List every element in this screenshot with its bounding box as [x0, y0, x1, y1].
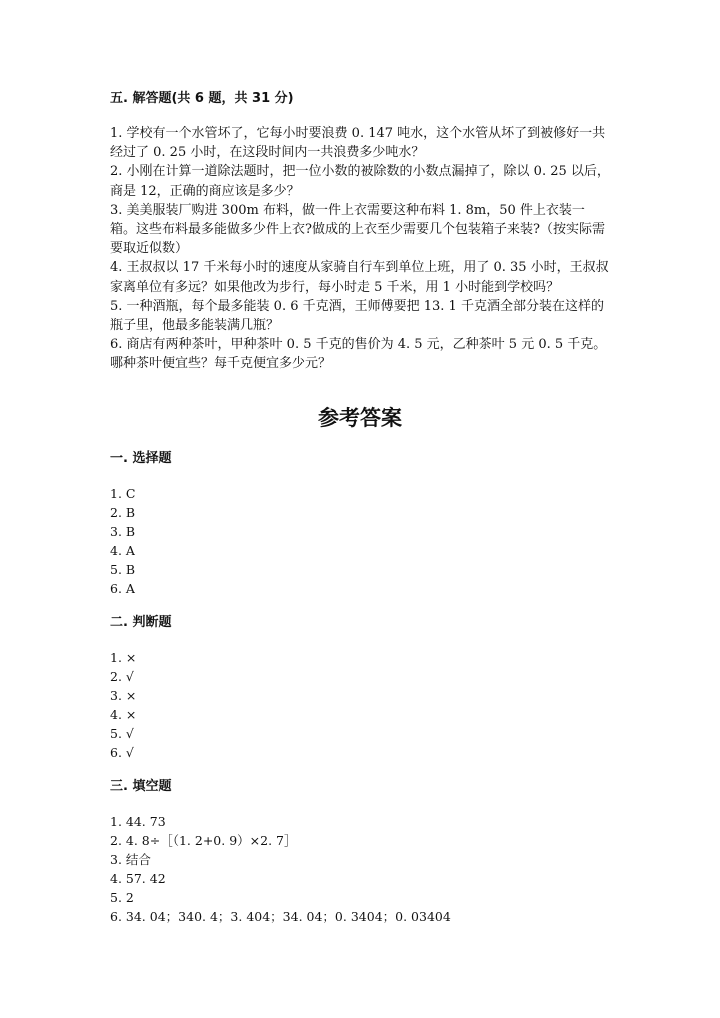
answer-section-judge-title: 二. 判断题: [110, 615, 172, 630]
problem-2: 2. 小刚在计算一道除法题时，把一位小数的被除数的小数点漏掉了，除以 0. 25 以后，商是 12，正确的商应该是多少？: [110, 164, 610, 199]
answer-item: 1. 44. 73: [110, 814, 166, 829]
answer-item: 3. ×: [110, 688, 137, 703]
answer-item: 2. √: [110, 669, 134, 684]
problem-list: [110, 124, 610, 374]
answer-item: 4. ×: [110, 707, 137, 722]
answer-item: 6. A: [110, 581, 135, 596]
answer-item: 3. 结合: [110, 852, 151, 867]
problem-5: 5. 一种酒瓶，每个最多能装 0. 6 千克酒，王师傅要把 13. 1 千克酒全部分装在这样的瓶子里，他最多能装满几瓶？: [110, 298, 604, 334]
answer-list-fill: [110, 812, 451, 926]
answer-item: 4. A: [110, 543, 135, 558]
answer-item: 2. B: [110, 505, 136, 520]
answer-section-fill-title: 三. 填空题: [110, 779, 172, 794]
answer-item: 5. 2: [110, 890, 134, 905]
answer-item: 1. ×: [110, 650, 137, 665]
answer-item: 5. B: [110, 562, 136, 577]
problem-1: 1. 学校有一个水管坏了，它每小时要浪费 0. 147 吨水，这个水管从坏了到被修好一共经过了 0. 25 小时，在这段时间内一共浪费多少吨水？: [110, 126, 606, 161]
answer-key-title: 参考答案: [318, 406, 402, 430]
problem-3: 3. 美美服装厂购进 300m 布料，做一件上衣需要这种布料 1. 8m，50 件上衣装一箱。这些布料最多能做多少件上衣?做成的上衣至少需要几个包装箱子来装?（按实际需要取近似数）: [110, 202, 605, 257]
answer-item: 6. 34. 04；340. 4；3. 404；34. 04；0. 3404；0. 03404: [110, 909, 451, 924]
problem-6: 6. 商店有两种茶叶，甲种茶叶 0. 5 千克的售价为 4. 5 元，乙种茶叶 5 元 0. 5 千克。哪种茶叶便宜些？每千克便宜多少元？: [110, 337, 607, 372]
answer-item: 5. √: [110, 726, 134, 741]
answer-item: 1. C: [110, 486, 136, 501]
answer-list-choice: [110, 484, 135, 598]
answer-section-choice-title: 一. 选择题: [110, 451, 172, 466]
problem-4: 4. 王叔叔以 17 千米每小时的速度从家骑自行车到单位上班，用了 0. 35 小时，王叔叔家离单位有多远？如果他改为步行，每小时走 5 千米，用 1 小时能到学校吗？: [110, 260, 609, 295]
answer-item: 3. B: [110, 524, 136, 539]
answer-list-judge: [110, 648, 136, 762]
answer-item: 6. √: [110, 745, 134, 760]
answer-item: 2. 4. 8÷［（1. 2+0. 9）×2. 7］: [110, 833, 297, 848]
answer-item: 4. 57. 42: [110, 871, 166, 886]
section-five-title: 五. 解答题(共 6 题，共 31 分): [110, 91, 294, 106]
